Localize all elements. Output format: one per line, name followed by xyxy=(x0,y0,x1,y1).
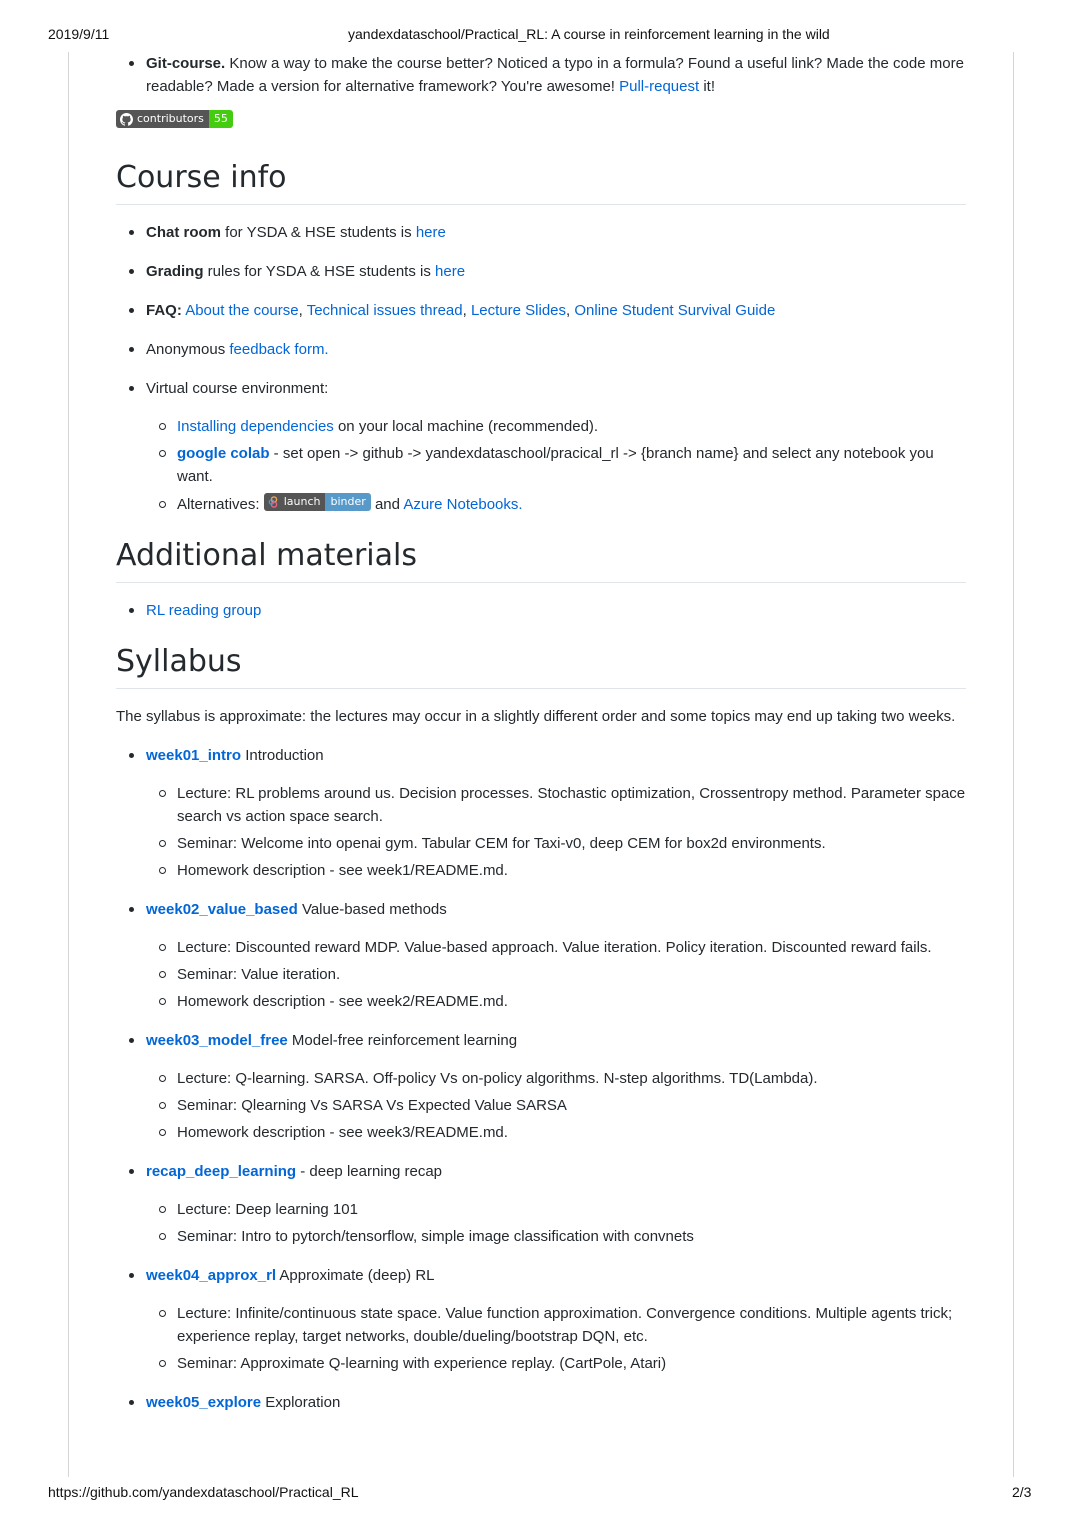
grading-link[interactable]: here xyxy=(435,263,466,280)
faq-separator: , xyxy=(566,302,575,319)
chat-room-link[interactable]: here xyxy=(415,224,446,241)
faq-lecture-slides-link[interactable]: Lecture Slides xyxy=(470,302,567,319)
week-topics-list xyxy=(146,1198,966,1248)
feedback-form-link[interactable]: feedback form. xyxy=(229,341,329,358)
contributors-count: 55 xyxy=(209,110,233,128)
week-topic-item: Seminar: Intro to pytorch/tensorflow, simple image classification with convnets xyxy=(116,1225,966,1248)
grading-text: rules for YSDA & HSE students is xyxy=(203,263,436,280)
syllabus-week-item xyxy=(116,1264,966,1375)
week-link[interactable]: week02_value_based xyxy=(146,901,298,918)
git-course-label: Git-course. xyxy=(146,55,226,72)
syllabus-week-item xyxy=(116,1391,966,1414)
grading-label: Grading xyxy=(146,263,204,280)
alternatives-item xyxy=(116,493,966,516)
syllabus-intro: The syllabus is approximate: the lectures may occur in a slightly different order and some topics may end up taking two weeks. xyxy=(116,708,956,725)
chat-room-text: for YSDA & HSE students is xyxy=(221,224,416,241)
content-right-border xyxy=(1013,52,1014,1477)
syllabus-week-item xyxy=(116,898,966,1013)
print-url: https://github.com/yandexdataschool/Practical_RL xyxy=(48,1484,359,1500)
azure-notebooks-link[interactable]: Azure Notebooks. xyxy=(403,496,523,513)
print-page-number: 2/3 xyxy=(1012,1484,1032,1500)
feedback-item xyxy=(116,338,966,361)
week-title: Approximate (deep) RL xyxy=(276,1267,435,1284)
chat-room-label: Chat room xyxy=(146,224,221,241)
week-topic-item: Homework description - see week3/README.md. xyxy=(116,1121,966,1144)
installing-dependencies-link[interactable]: Installing dependencies xyxy=(177,418,334,435)
course-info-list xyxy=(116,221,966,516)
syllabus-week-item xyxy=(116,1160,966,1248)
week-topic-item: Lecture: Discounted reward MDP. Value-based approach. Value iteration. Policy iteration. Discounted reward fails. xyxy=(116,936,966,959)
git-course-item xyxy=(116,52,966,98)
alternatives-text: Alternatives: xyxy=(177,496,260,513)
git-course-text: Know a way to make the course better? Noticed a typo in a formula? Found a useful link? Made the code more readable? Made a version for alternative framework? You're awesome! xyxy=(146,55,964,95)
week-title: Exploration xyxy=(261,1394,341,1411)
week-topic-item: Lecture: Infinite/continuous state space. Value function approximation. Convergence conditions. Multiple agents trick; experience replay, target networks, double/dueling/bootstrap DQN, etc. xyxy=(116,1302,966,1348)
alternatives-and: and xyxy=(370,496,404,513)
week-topic-item: Lecture: RL problems around us. Decision processes. Stochastic optimization, Crossentropy method. Parameter space search vs action space search. xyxy=(116,782,966,828)
faq-technical-issues-link[interactable]: Technical issues thread xyxy=(306,302,463,319)
print-date: 2019/9/11 xyxy=(48,26,110,42)
git-course-tail: it! xyxy=(699,78,716,95)
week-link[interactable]: recap_deep_learning xyxy=(146,1163,297,1180)
installing-item xyxy=(116,415,966,438)
faq-label: FAQ: xyxy=(146,302,182,319)
colab-text: - set open -> github -> yandexdataschool/pracical_rl -> {branch name} and select any notebook you want. xyxy=(177,445,934,485)
launch-binder-badge[interactable] xyxy=(264,493,371,511)
week-topics-list xyxy=(146,782,966,882)
faq-item xyxy=(116,299,966,322)
colab-item xyxy=(116,442,966,488)
week-link[interactable]: week05_explore xyxy=(146,1394,262,1411)
faq-separator: , xyxy=(298,302,307,319)
week-topics-list xyxy=(146,1067,966,1144)
week-topic-item: Lecture: Q-learning. SARSA. Off-policy Vs on-policy algorithms. N-step algorithms. TD(Lambda). xyxy=(116,1067,966,1090)
rl-reading-group-link[interactable]: RL reading group xyxy=(146,602,262,619)
virtual-env-item xyxy=(116,377,966,516)
week-link[interactable]: week03_model_free xyxy=(146,1032,288,1049)
faq-about-course-link[interactable]: About the course xyxy=(185,302,299,319)
contributors-badge-row xyxy=(116,107,966,129)
github-icon xyxy=(120,113,133,126)
week-link[interactable]: week04_approx_rl xyxy=(146,1267,277,1284)
week-title: Value-based methods xyxy=(297,901,447,918)
readme-content xyxy=(116,52,966,1414)
google-colab-link[interactable]: google colab xyxy=(177,445,270,462)
week-topic-item: Seminar: Welcome into openai gym. Tabular CEM for Taxi-v0, deep CEM for box2d environments. xyxy=(116,832,966,855)
faq-separator: , xyxy=(462,302,471,319)
chat-room-item xyxy=(116,221,966,244)
week-title: - deep learning recap xyxy=(296,1163,443,1180)
course-info-heading: Course info xyxy=(116,160,966,205)
binder-logo-icon xyxy=(268,496,280,508)
feedback-text: Anonymous xyxy=(146,341,230,358)
binder-badge-label: binder xyxy=(325,493,370,511)
week-topic-item: Seminar: Value iteration. xyxy=(116,963,966,986)
launch-badge-left xyxy=(264,493,326,511)
week-link[interactable]: week01_intro xyxy=(146,747,242,764)
contributors-badge-label-part xyxy=(116,110,209,128)
syllabus-week-item xyxy=(116,1029,966,1144)
week-topic-item: Homework description - see week2/README.md. xyxy=(116,990,966,1013)
grading-item xyxy=(116,260,966,283)
content-left-border xyxy=(68,52,69,1477)
git-course-list xyxy=(116,52,966,98)
syllabus-week-item xyxy=(116,744,966,882)
contributors-badge-label: contributors xyxy=(137,112,204,126)
week-topic-item: Seminar: Qlearning Vs SARSA Vs Expected Value SARSA xyxy=(116,1094,966,1117)
week-topic-item: Lecture: Deep learning 101 xyxy=(116,1198,966,1221)
week-topics-list xyxy=(146,936,966,1013)
launch-badge-label: launch xyxy=(283,495,321,509)
pull-request-link[interactable]: Pull-request xyxy=(619,78,700,95)
contributors-badge[interactable] xyxy=(116,110,233,128)
faq-survival-guide-link[interactable]: Online Student Survival Guide xyxy=(574,302,776,319)
week-topics-list xyxy=(146,1302,966,1375)
virtual-env-text: Virtual course environment: xyxy=(146,380,329,397)
reading-group-item xyxy=(116,599,966,622)
additional-materials-heading: Additional materials xyxy=(116,538,966,583)
installing-text: on your local machine (recommended). xyxy=(333,418,599,435)
print-title: yandexdataschool/Practical_RL: A course in reinforcement learning in the wild xyxy=(348,26,830,42)
virtual-env-sublist xyxy=(146,415,966,516)
syllabus-weeks-list xyxy=(116,744,966,1414)
week-title: Model-free reinforcement learning xyxy=(287,1032,518,1049)
syllabus-heading: Syllabus xyxy=(116,644,966,689)
week-title: Introduction xyxy=(241,747,324,764)
additional-materials-list xyxy=(116,599,966,622)
week-topic-item: Seminar: Approximate Q-learning with experience replay. (CartPole, Atari) xyxy=(116,1352,966,1375)
week-topic-item: Homework description - see week1/README.md. xyxy=(116,859,966,882)
